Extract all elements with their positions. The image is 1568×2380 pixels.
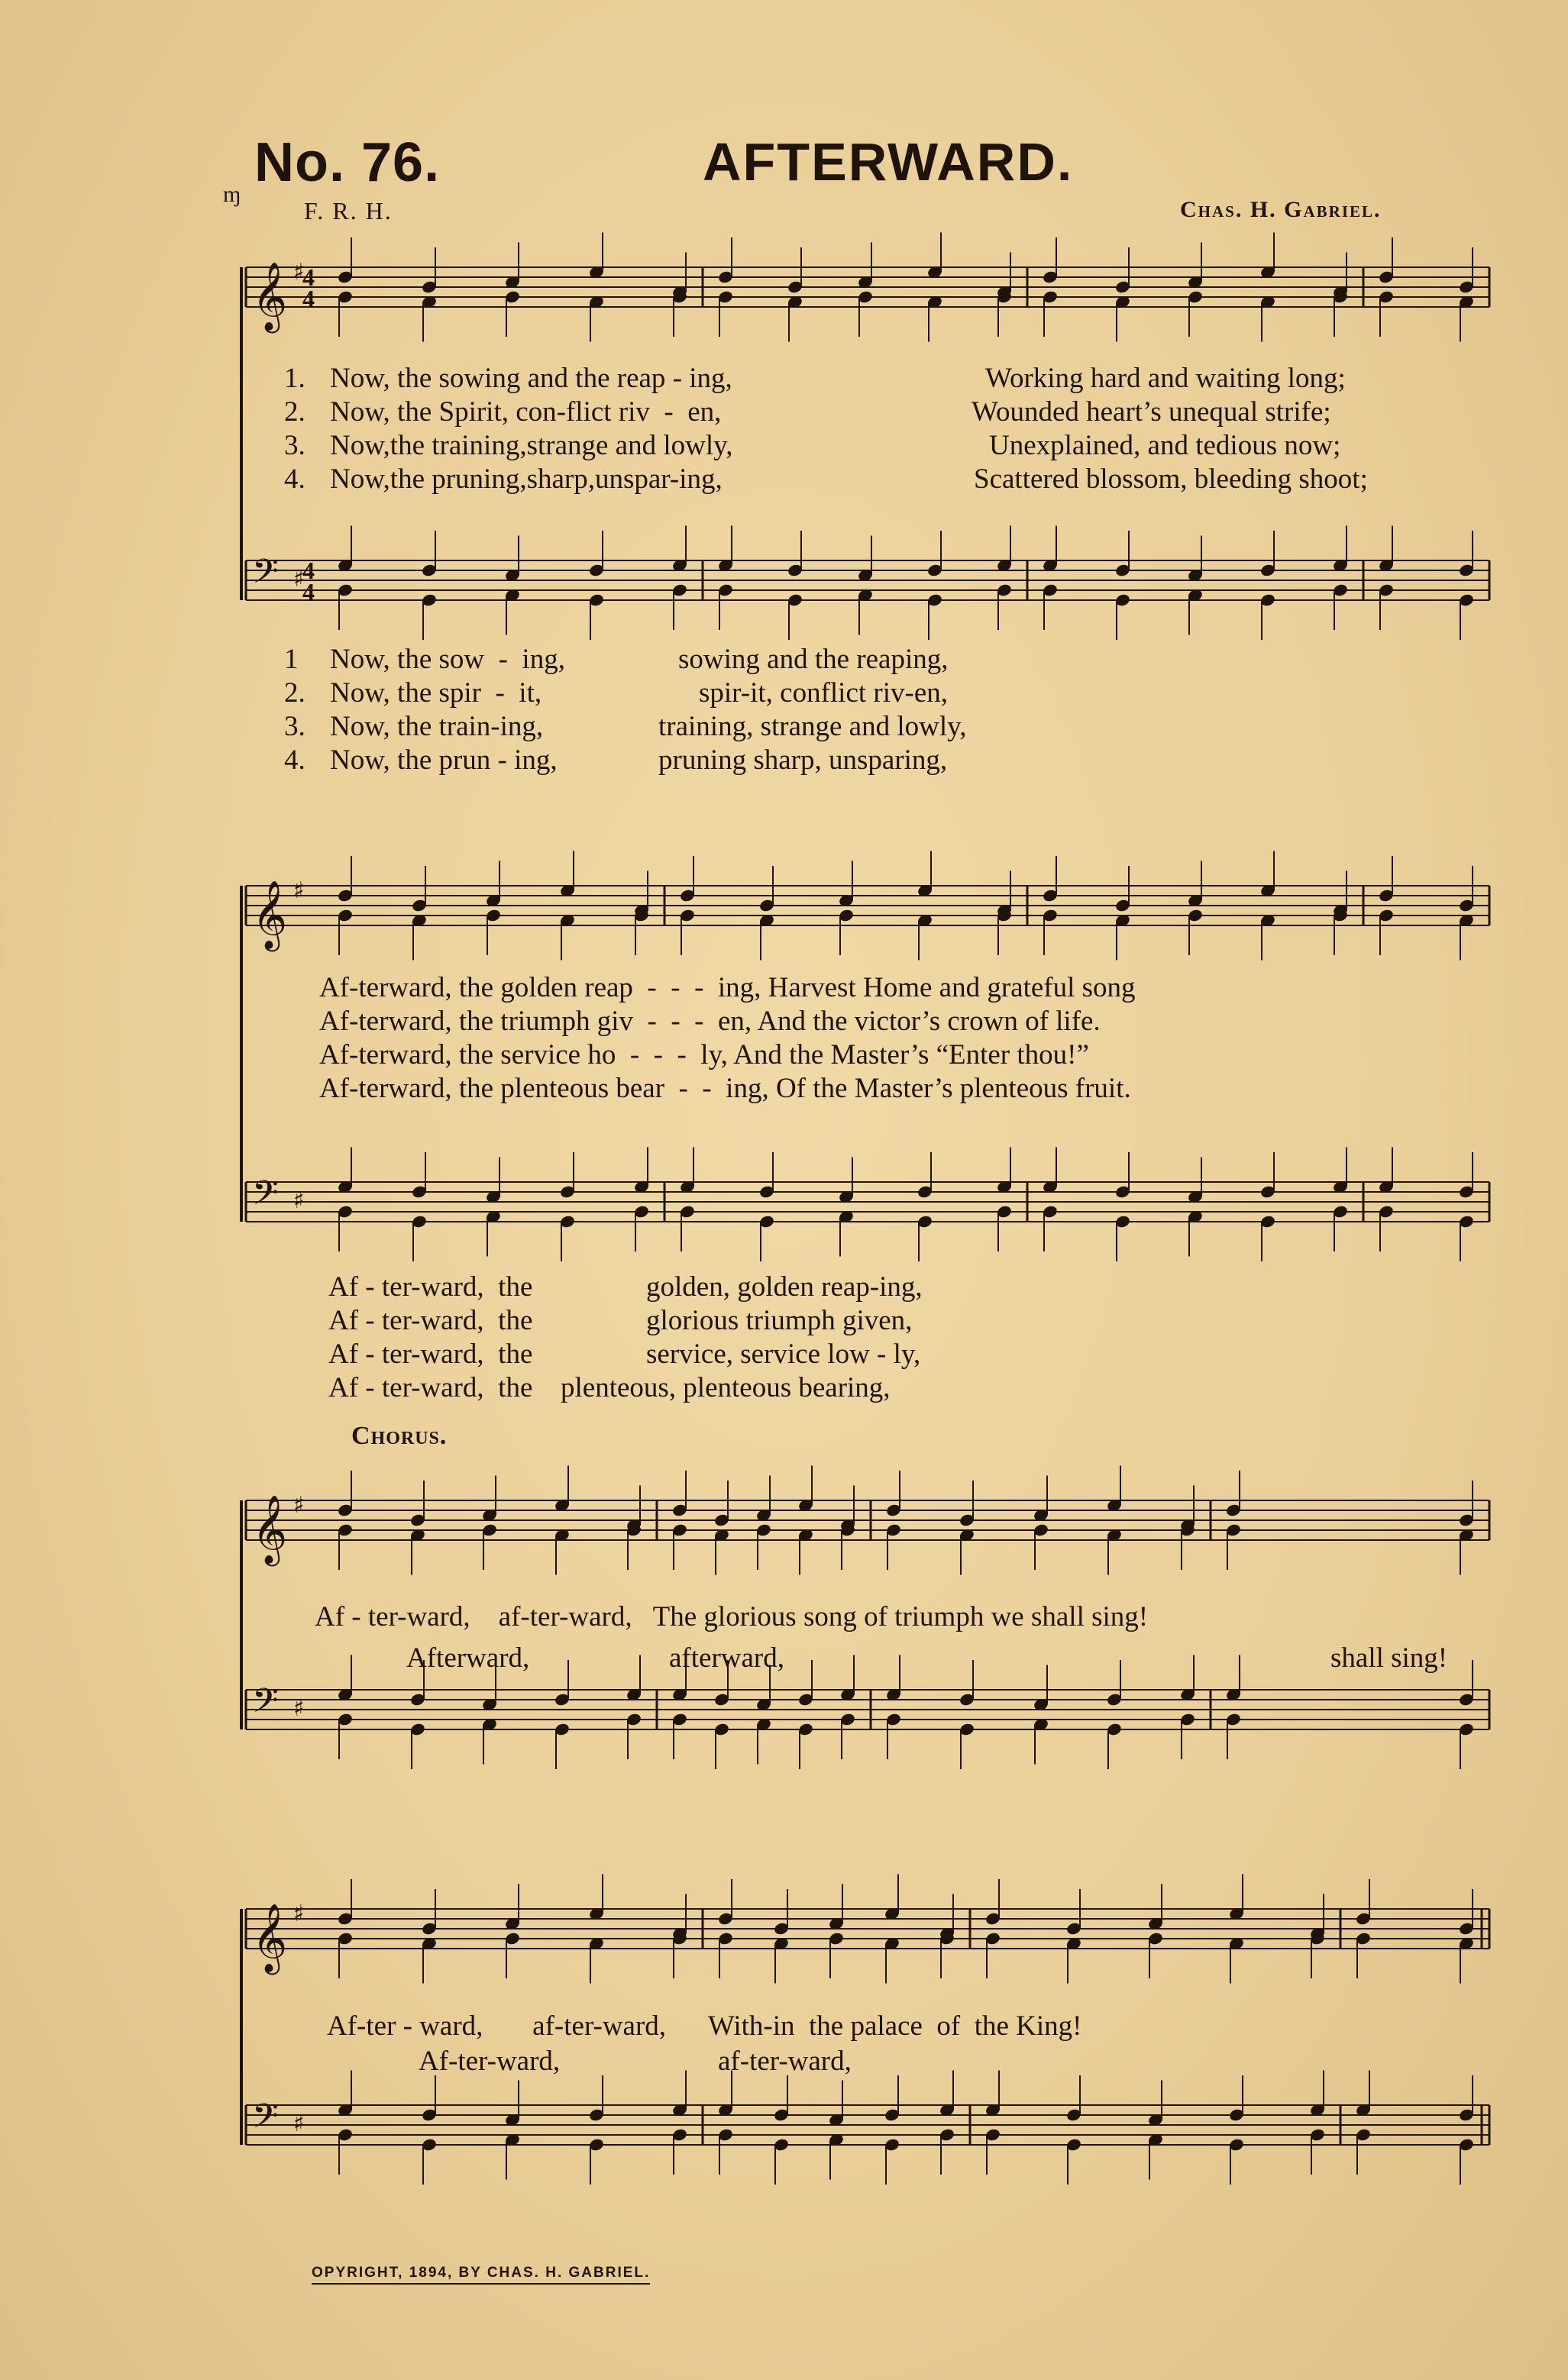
time-signature: 4 (302, 263, 315, 291)
verse-line: Now, the Spirit, con-flict riv - en, (330, 396, 722, 428)
verse-line: Wounded heart’s unequal strife; (972, 396, 1331, 428)
refrain-bass-line: glorious triumph given, (646, 1305, 913, 1336)
verse-line: Now, the sow - ing, (330, 644, 565, 675)
verse-line: Now,the training,strange and lowly, (330, 430, 733, 461)
verse-number: 3. (284, 430, 306, 461)
corner-mark: ɱ (223, 182, 241, 207)
refrain-bass-line: Af - ter-ward, the (328, 1271, 533, 1303)
chorus-line: Af - ter-ward, af-ter-ward, The glorious song of triumph we shall sing! (315, 1601, 1149, 1632)
verse-line: Now, the prun - ing, (330, 744, 558, 776)
chorus-line: Af-ter - ward, af-ter-ward, With-in the palace of the King! (327, 2010, 1082, 2042)
bass-clef-icon: 𝄢 (252, 1681, 279, 1729)
time-signature: 4 (302, 285, 315, 312)
verse-line: pruning sharp, unsparing, (658, 744, 948, 776)
copyright-notice: OPYRIGHT, 1894, BY CHAS. H. GABRIEL. (312, 2265, 650, 2285)
verse-line: Unexplained, and tedious now; (989, 430, 1341, 461)
refrain-bass-line: golden, golden reap-ing, (646, 1271, 923, 1303)
verse-number: 1 (284, 644, 299, 675)
bass-clef-icon: 𝄢 (252, 1173, 279, 1221)
sharp-icon: ♯ (293, 2110, 305, 2137)
verse-number: 3. (284, 711, 306, 742)
sharp-icon: ♯ (293, 877, 305, 904)
chorus-bass-word: shall sing! (1330, 1642, 1448, 1674)
verse-line: Now,the pruning,sharp,unspar-ing, (330, 463, 723, 495)
treble-clef-icon: 𝄞 (252, 262, 288, 331)
refrain-bass-line: Af - ter-ward, the (328, 1305, 533, 1336)
verse-line: Working hard and waiting long; (985, 363, 1346, 394)
bass-clef-icon: 𝄢 (252, 2096, 279, 2144)
treble-clef-icon: 𝄞 (252, 1495, 288, 1564)
sharp-icon: ♯ (293, 1492, 305, 1519)
lyricist-credit: F. R. H. (304, 197, 393, 224)
sharp-icon: ♯ (293, 566, 305, 593)
refrain-bass-line: plenteous, plenteous bearing, (561, 1372, 891, 1403)
sharp-icon: ♯ (293, 259, 305, 286)
sharp-icon: ♯ (293, 1695, 305, 1722)
verse-line: spir-it, conflict riv-en, (699, 677, 948, 709)
verse-number: 1. (284, 363, 306, 394)
hymn-title: AFTERWARD. (703, 132, 1074, 192)
refrain-line: Af-terward, the triumph giv - - - en, And the victor’s crown of life. (319, 1006, 1101, 1037)
sharp-icon: ♯ (293, 1187, 305, 1214)
verse-line: Now, the sowing and the reap - ing, (330, 363, 732, 394)
composer-credit: Chas. H. Gabriel. (1180, 197, 1382, 222)
time-signature: 4 (302, 578, 315, 605)
refrain-bass-line: Af - ter-ward, the (328, 1372, 533, 1403)
chorus-bass-word: Af-ter-ward, (419, 2046, 561, 2077)
sharp-icon: ♯ (293, 1900, 305, 1927)
verse-line: Scattered blossom, bleeding shoot; (974, 463, 1368, 495)
verse-line: Now, the train-ing, (330, 711, 544, 742)
refrain-line: Af-terward, the plenteous bear - - ing, Of the Master’s plenteous fruit. (319, 1073, 1131, 1104)
verse-line: Now, the spir - it, (330, 677, 542, 709)
chorus-bass-word: afterward, (669, 1642, 784, 1674)
refrain-bass-line: Af - ter-ward, the (328, 1339, 533, 1370)
chorus-bass-word: af-ter-ward, (718, 2046, 852, 2077)
verse-number: 2. (284, 677, 306, 709)
refrain-line: Af-terward, the golden reap - - - ing, Harvest Home and grateful song (319, 972, 1136, 1003)
verse-line: training, strange and lowly, (658, 711, 967, 742)
bass-clef-icon: 𝄢 (252, 551, 279, 599)
hymn-number: No. 76. (254, 132, 441, 193)
verse-number: 2. (284, 396, 306, 428)
time-signature: 4 (302, 557, 315, 584)
refrain-bass-line: service, service low - ly, (646, 1339, 921, 1370)
chorus-bass-word: Afterward, (406, 1642, 530, 1674)
treble-clef-icon: 𝄞 (252, 880, 288, 949)
treble-clef-icon: 𝄞 (252, 1904, 288, 1972)
verse-line: sowing and the reaping, (678, 644, 949, 675)
refrain-line: Af-terward, the service ho - - - ly, And the Master’s “Enter thou!” (319, 1039, 1089, 1071)
chorus-label: Chorus. (351, 1422, 448, 1450)
verse-number: 4. (284, 463, 306, 495)
verse-number: 4. (284, 744, 306, 776)
